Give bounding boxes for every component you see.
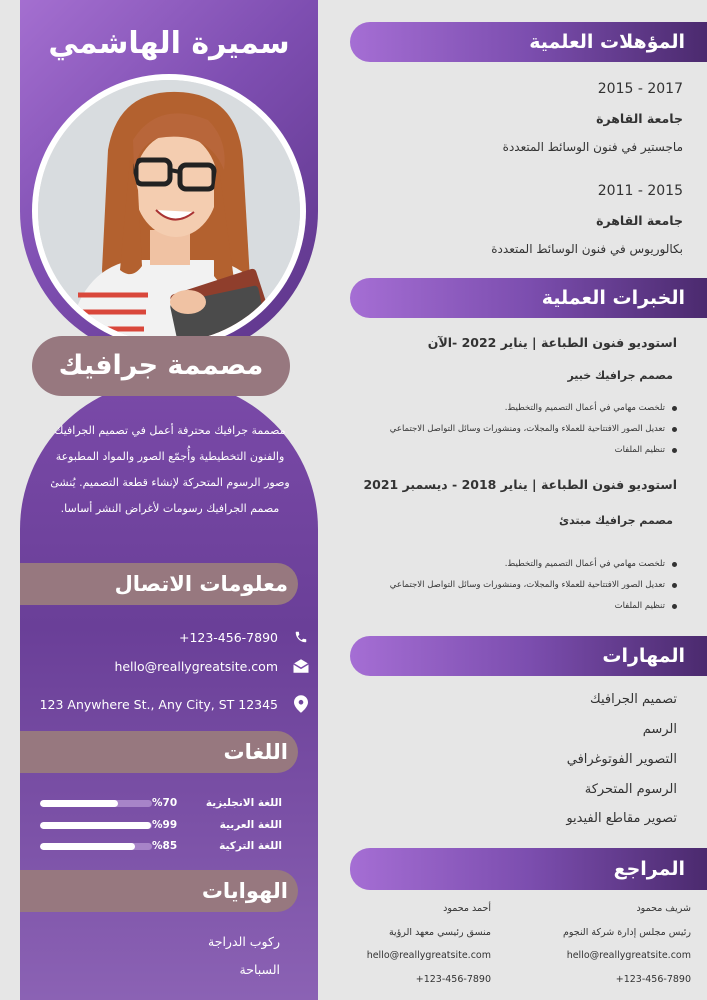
education-years: 2017 - 2015 [597, 81, 683, 97]
hobby-item: ركوب الدراجة [208, 934, 280, 949]
reference-card [367, 897, 491, 991]
references-section-title: المراجع [350, 848, 707, 890]
list-item: تنظيم الملفات [390, 596, 679, 617]
list-item: تعديل الصور الافتتاحية للعملاء والمجلات، ومنشورات وسائل التواصل الاجتماعي [390, 575, 679, 596]
contact-email [114, 655, 310, 677]
address-text: 123 Anywhere St., Any City, ST 12345 [39, 696, 278, 712]
about-text: مصممة جرافيك محترفة أعمل في تصميم الجرافيك والفنون التخطيطية وأُجمّع الصور والمواد المطبوعة وصور الرسوم المتحركة لإنشاء قطعة التصميم. يُنشئ مصمم الجرافيك رسومات لأغراض النشر أساسا. [50, 424, 290, 515]
language-row [40, 817, 282, 833]
language-bar [40, 822, 152, 829]
sidebar [20, 0, 318, 1000]
education-section-title: المؤهلات العلمية [350, 22, 707, 62]
envelope-icon [292, 657, 310, 675]
experience-header: استوديو فنون الطباعة | يناير 2022 -الآن [427, 335, 677, 350]
contact-section-title: معلومات الاتصال [20, 563, 298, 605]
education-school: جامعة القاهرة [596, 213, 683, 228]
reference-card [563, 897, 691, 991]
experience-position: مصمم جرافيك خبير [567, 369, 673, 382]
reference-title: منسق رئيسي معهد الرؤية [388, 926, 491, 938]
skills-section-title: المهارات [350, 636, 707, 676]
contact-address [40, 693, 310, 715]
language-bar [40, 843, 152, 850]
language-percent: %85 [152, 840, 178, 852]
reference-email: hello@reallygreatsite.com [566, 950, 691, 961]
skill-item: التصوير الفوتوغرافي [566, 752, 677, 767]
reference-phone: +123-456-7890 [615, 973, 691, 985]
skill-item: الرسوم المتحركة [584, 782, 677, 797]
list-item: تنظيم الملفات [390, 440, 679, 461]
skill-item: الرسم [642, 722, 677, 737]
list-item: تلخصت مهامي في أعمال التصميم والتخطيط. [390, 554, 679, 575]
location-pin-icon [292, 695, 310, 713]
experience-section-title: الخبرات العملية [350, 278, 707, 318]
languages-section-title: اللغات [20, 731, 298, 773]
skill-item: تصوير مقاطع الفيديو [566, 811, 677, 826]
language-row [40, 795, 282, 811]
hobby-item: السباحة [239, 962, 280, 977]
reference-title: رئيس مجلس إدارة شركة النجوم [563, 926, 691, 938]
hobbies-section-title: الهوايات [20, 870, 298, 912]
reference-email: hello@reallygreatsite.com [366, 950, 491, 961]
role-title: مصممة جرافيك [32, 336, 290, 396]
education-degree: ماجستير في فنون الوسائط المتعددة [502, 140, 683, 154]
contact-phone [179, 626, 310, 648]
profile-photo [38, 80, 300, 342]
experience-bullets [390, 398, 679, 461]
language-bar [40, 800, 152, 807]
reference-name: شريف محمود [636, 903, 691, 914]
language-name: اللغة العربية [219, 819, 282, 831]
email-text: hello@reallygreatsite.com [114, 658, 278, 674]
experience-header: استوديو فنون الطباعة | يناير 2018 - ديسمبر 2021 [363, 477, 677, 492]
skill-item: تصميم الجرافيك [590, 692, 677, 707]
phone-text: +123-456-7890 [178, 629, 278, 645]
list-item: تعديل الصور الافتتاحية للعملاء والمجلات، ومنشورات وسائل التواصل الاجتماعي [390, 419, 679, 440]
language-percent: %99 [152, 819, 178, 831]
language-name: اللغة التركية [219, 840, 282, 852]
reference-name: أحمد محمود [443, 903, 491, 914]
education-school: جامعة القاهرة [596, 111, 683, 126]
language-percent: %70 [152, 797, 178, 809]
education-degree: بكالوريوس في فنون الوسائط المتعددة [491, 242, 683, 256]
phone-icon [292, 628, 310, 646]
list-item: تلخصت مهامي في أعمال التصميم والتخطيط. [390, 398, 679, 419]
experience-bullets [390, 554, 679, 617]
education-years: 2015 - 2011 [597, 183, 683, 199]
experience-position: مصمم جرافيك مبتدئ [558, 514, 673, 527]
language-row [40, 838, 282, 854]
language-name: اللغة الانجليزية [205, 797, 282, 809]
profile-name: سميرة الهاشمي [48, 26, 290, 61]
reference-phone: +123-456-7890 [415, 973, 491, 985]
